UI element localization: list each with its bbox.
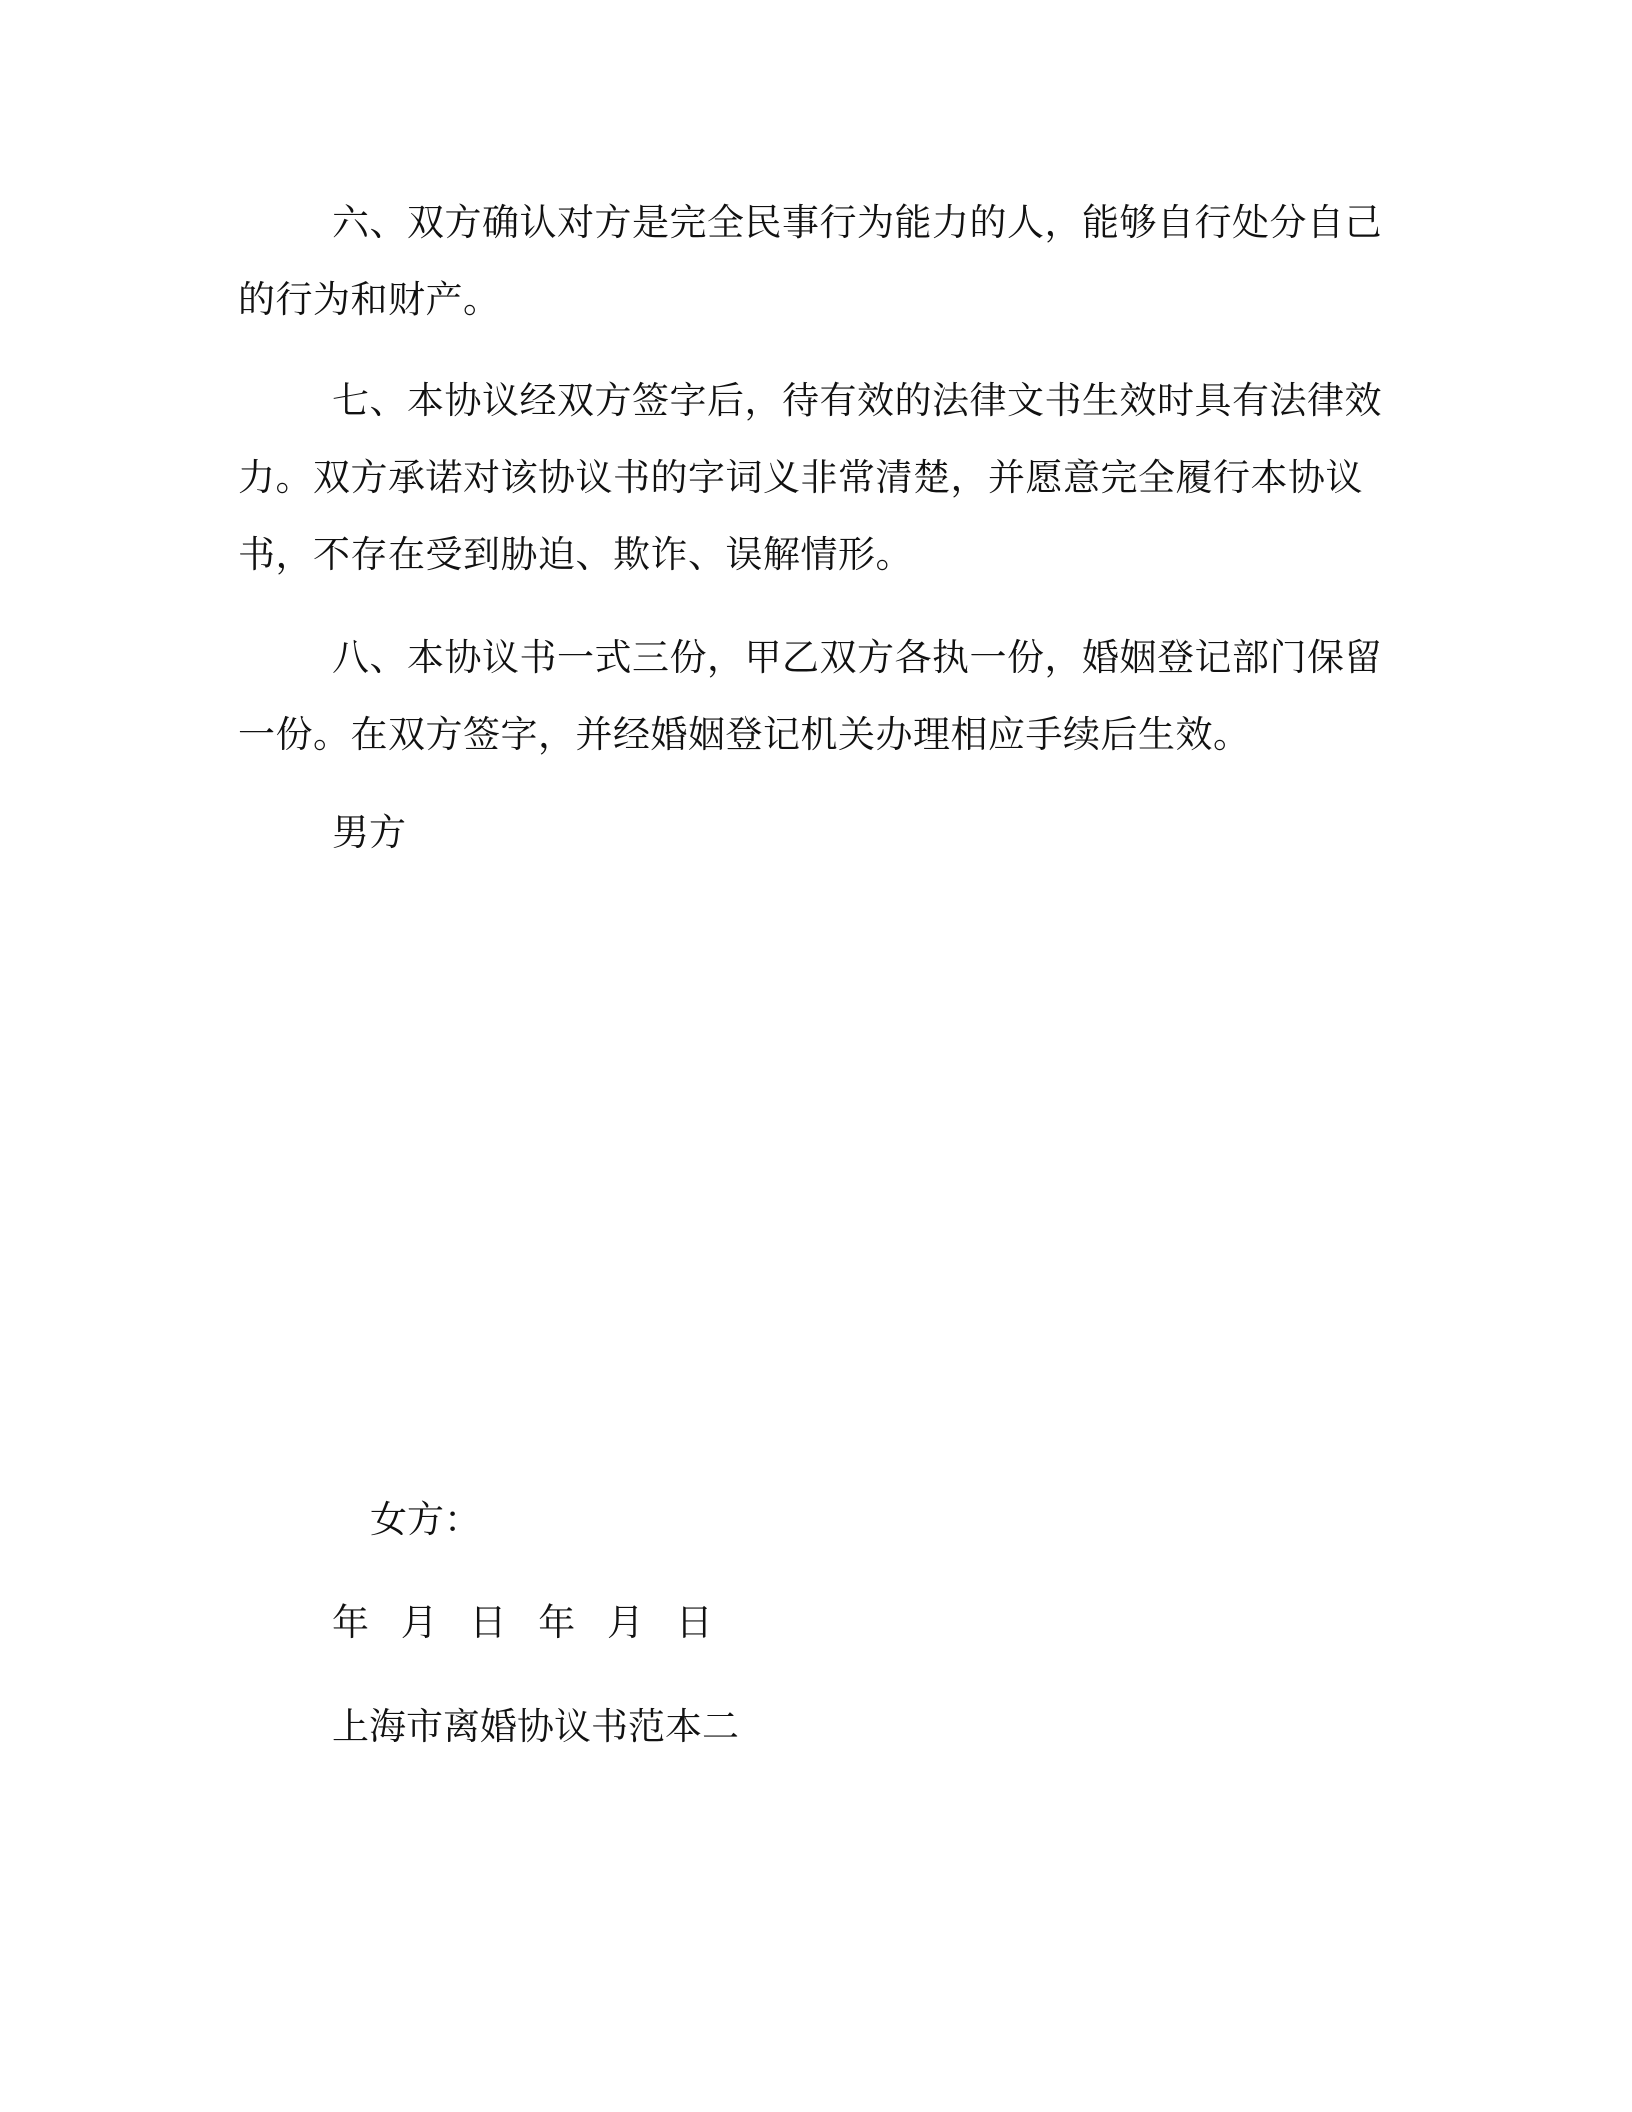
clause-6-paragraph: 六、双方确认对方是完全民事行为能力的人，能够自行处分自己的行为和财产。 (238, 201, 1382, 321)
female-party-label: 女方： (370, 1498, 481, 1541)
male-party-label: 男方 (332, 811, 406, 854)
next-template-title: 上海市离婚协议书范本二 (332, 1705, 739, 1748)
clause-8-paragraph: 八、本协议书一式三份，甲乙双方各执一份，婚姻登记部门保留一份。在双方签字，并经婚姻登记机关办理相应手续后生效。 (238, 636, 1382, 756)
signature-date-line: 年 月 日 年 月 日 (332, 1601, 723, 1644)
clause-7-paragraph: 七、本协议经双方签字后，待有效的法律文书生效时具有法律效力。双方承诺对该协议书的字词义非常清楚，并愿意完全履行本协议书，不存在受到胁迫、欺诈、误解情形。 (238, 379, 1382, 576)
